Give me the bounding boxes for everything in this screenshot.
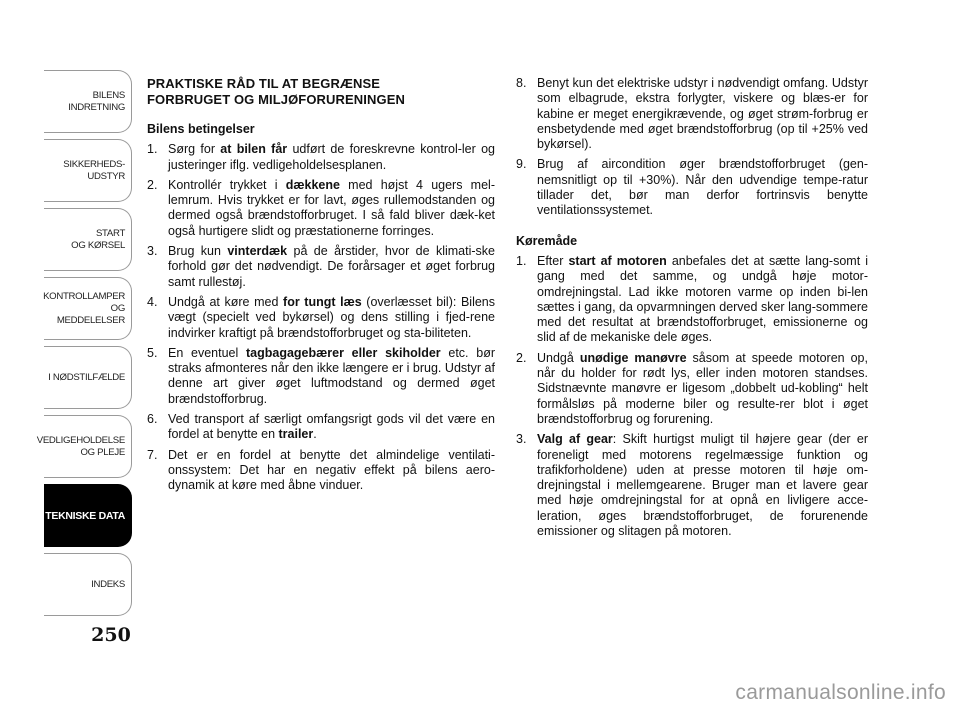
item-emphasis: dækkene — [285, 177, 340, 192]
item-emphasis: start af motoren — [568, 253, 667, 268]
item-text: Brug kun — [168, 244, 228, 259]
tab-kontrollamper[interactable] — [44, 277, 132, 340]
tab-label: SIKKERHEDS- UDSTYR — [63, 158, 125, 182]
item-text-continued: udført de foreskrevne kontrol-ler og justeringer iflg. vedligeholdelsesplanen. — [168, 142, 495, 172]
item-text: Kontrollér trykket i — [168, 177, 286, 192]
item-emphasis: tagbagagebærer eller skiholder — [245, 345, 441, 360]
item-text: Brug af aircondition øger brændstofforbruget (gen-nemsnitligt op til +30%). Når den udvendige tempe-ratur tillader det, bør man derfor fortrinsvis benytte ventilationssystemet. — [537, 157, 868, 218]
item-number: 5. — [147, 345, 158, 360]
right-list — [516, 254, 868, 539]
item-number: 3. — [147, 244, 158, 259]
tab-start-og-korsel[interactable] — [44, 208, 132, 271]
section-title — [147, 76, 495, 108]
item-text-continued: anbefales det at sætte lang-somt i gang med det samme, og undgå høje motor-omdrejningstal. Lad ikke motoren varme op inden bi-len sættes i gang, da opvarmningen derved sker lang-sommere med det resultat at brændstofforbruget, emissionerne og slid af de mekaniske dele øges. — [537, 253, 868, 345]
list-item — [147, 412, 495, 443]
tab-label: I NØDSTILFÆLDE — [48, 371, 125, 383]
item-number: 1. — [516, 253, 527, 268]
item-number: 1. — [147, 142, 158, 157]
item-number: 2. — [147, 177, 158, 192]
list-item — [516, 76, 868, 152]
title-line-2: FORBRUGET OG MILJØFORURENINGEN — [147, 92, 405, 107]
item-emphasis: Valg af gear — [537, 432, 613, 447]
item-number: 7. — [147, 447, 158, 462]
item-text-continued: såsom at speede motoren op, når du holder for rødt lys, eller inden motoren standses. Sidstnævnte manøvre er ligesom „dobbelt ud-kobling“ helt formålsløs på moderne biler og resulte-rer blot i øget brændstofforbrug og forurening. — [537, 350, 868, 426]
list-item — [147, 346, 495, 407]
item-emphasis: vinterdæk — [227, 244, 288, 259]
list-item — [516, 254, 868, 346]
right-list-top — [516, 76, 868, 219]
item-number: 8. — [516, 76, 527, 90]
tab-label: KONTROLLAMPER OG MEDDELELSER — [43, 290, 125, 326]
tab-label: BILENS INDRETNING — [68, 89, 125, 113]
item-number: 6. — [147, 412, 158, 427]
item-text: Det er en fordel at benytte det almindelige ventilati-onssystem: Det har en negativ effekt på bilens aero-dynamik at køre med åbne vinduer. — [168, 447, 495, 493]
tab-label: INDEKS — [91, 578, 125, 590]
item-number: 2. — [516, 350, 527, 365]
list-item — [147, 295, 495, 341]
list-item — [516, 157, 868, 218]
tab-sikkerhedsudstyr[interactable] — [44, 139, 132, 202]
item-text-continued: : Skift hurtigst muligt til højere gear (der er foreneligt med motorens regelmæssige funktion og trafikforholdene) uden at presse motoren til høje om-drejningstal i mellemgearene. Bruger man et lavere gear med høje omdrejningstal for at opnå en livligere acce-leration, øges brændstofforbruget, de forurenende emissioner og slitagen på motoren. — [537, 432, 868, 539]
tab-tekniske-data[interactable] — [44, 484, 132, 547]
list-item — [147, 178, 495, 239]
watermark: carmanualsonline.info — [735, 681, 946, 704]
tab-indeks[interactable] — [44, 553, 132, 616]
left-column — [147, 76, 495, 499]
item-text: Undgå — [537, 350, 580, 365]
list-item — [516, 351, 868, 427]
item-text: En eventuel — [168, 345, 246, 360]
item-text: Efter — [537, 253, 569, 268]
page-number: 250 — [91, 624, 131, 646]
item-emphasis: at bilen får — [220, 142, 288, 157]
item-text: Undgå at køre med — [168, 294, 284, 309]
tab-label: VEDLIGEHOLDELSE OG PLEJE — [36, 434, 125, 458]
item-emphasis: trailer — [278, 427, 314, 442]
list-item — [147, 142, 495, 173]
right-column — [516, 76, 868, 544]
item-emphasis: for tungt læs — [283, 294, 362, 309]
left-list — [147, 142, 495, 493]
list-item — [516, 432, 868, 539]
subheading-bilens-betingelser: Bilens betingelser — [147, 122, 255, 136]
tab-vedligeholdelse[interactable] — [36, 415, 132, 478]
item-text-continued: . — [313, 427, 317, 442]
item-number: 3. — [516, 432, 527, 447]
tab-label: TEKNISKE DATA — [45, 509, 125, 522]
tab-bilens-indretning[interactable] — [44, 70, 132, 133]
item-text-continued: (overlæsset bil): Bilens vægt (specielt ved bykørsel) og dens stilling i fjed-rene indvirker kraftigt på brændstofforbruget og sta-biliteten. — [168, 294, 496, 340]
item-emphasis: unødige manøvre — [579, 350, 687, 365]
list-item — [147, 448, 495, 494]
item-text: Benyt kun det elektriske udstyr i nødvendigt omfang. Udstyr som elbagrude, ekstra forlygter, viskere og blæs-er for kabine er meget energikrævende, og øget strøm-forbrug er ensbetydende med øget brændstofforbrug (op til +25% ved bykørsel). — [537, 76, 868, 152]
subheading-koremade: Køremåde — [516, 233, 578, 248]
item-text-continued: med højst 4 ugers mel-lemrum. Hvis trykket er for lavt, øges rullemodstanden og dermed også brændstofforbruget. I så fald bliver dæk-ket også hurtigere slidt og præstationerne forringes. — [168, 177, 495, 238]
item-text-continued: etc. bør straks afmonteres når den ikke længere er i brug. Udstyr af denne art giver øget luftmodstand og dermed øget brændstofforbrug. — [168, 345, 495, 406]
item-text-continued: på de årstider, hvor de klimati-ske forhold gør det nødvendigt. De forårsager et øget forbrug samt rullestøj. — [168, 244, 495, 289]
item-text: Ved transport af særligt omfangsrigt gods vil det være en fordel at benytte en — [168, 412, 495, 442]
tab-i-nodstilfaelde[interactable] — [44, 346, 132, 409]
tab-label: START OG KØRSEL — [71, 227, 125, 251]
title-line-1: PRAKTISKE RÅD TIL AT BEGRÆNSE — [147, 76, 381, 91]
item-number: 4. — [147, 294, 158, 309]
item-number: 9. — [516, 157, 527, 172]
item-text: Sørg for — [168, 142, 221, 157]
list-item — [147, 244, 495, 290]
